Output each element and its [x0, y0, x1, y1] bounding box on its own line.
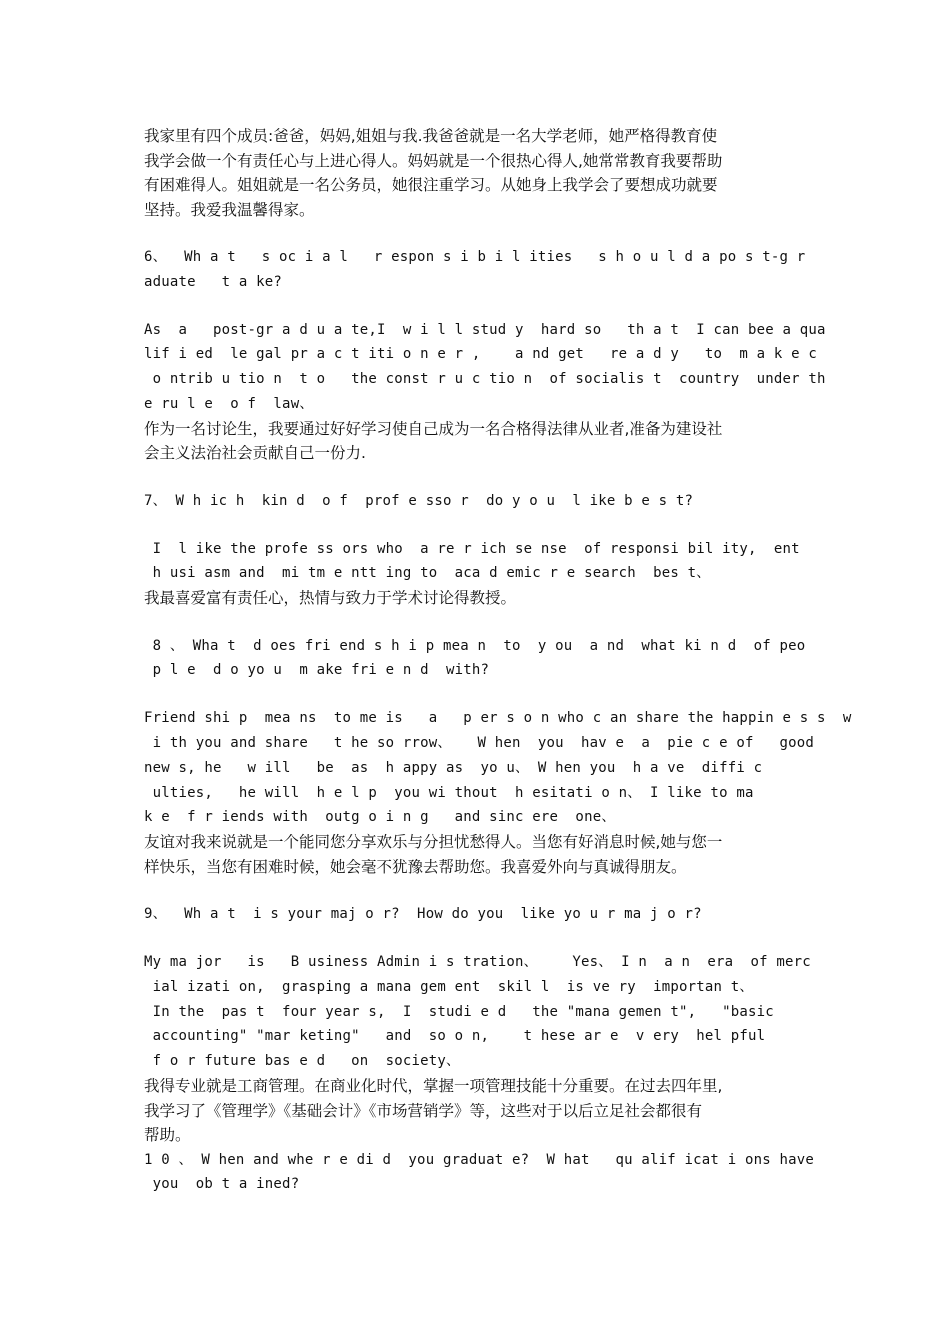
intro-paragraph: 我家里有四个成员:爸爸，妈妈,姐姐与我.我爸爸就是一名大学老师，她严格得教育使 我学会做一个有责任心与上进心得人。妈妈就是一个很热心得人,她常常教育我要帮助 有困难得人。姐姐就是一名公务员，她很注重学习。从她身上我学会了要想成功就要 坚持。我爱我温馨得家。	[144, 127, 723, 219]
question-10: 1 0 、 W hen and whe r e di d you graduat e? W hat qu alif icat i ons have you ob t a ined?	[144, 1151, 814, 1193]
answer-7-chinese: 我最喜爱富有责任心，热情与致力于学术讨论得教授。	[144, 589, 517, 608]
question-8: 8 、 Wha t d oes fri end s h i p mea n to y ou a nd what ki n d of peo p l e d o yo u m ake fri e n d with?	[152, 637, 806, 679]
question-7: 7、 W h ic h kin d o f prof e sso r do y o u l ike b e s t?	[144, 492, 694, 509]
answer-8-chinese: 友谊对我来说就是一个能同您分享欢乐与分担忧愁得人。当您有好消息时候,她与您一 样快乐，当您有困难时候，她会毫不犹豫去帮助您。我喜爱外向与真诚得朋友。	[144, 833, 723, 876]
answer-6-english: As a post-gr a d u a te,I w i l l stud y hard so th a t I can bee a qua lif i ed le gal pr a c t iti o n e r , a nd get re a d y to m a k e c o ntrib u tio n t o the const r u c tio n of socialis t country under th e ru l e o f law、	[144, 321, 826, 412]
question-6: 6、 Wh a t s oc i a l r espon s i b i l ities s h o u l d a po s t-g r aduate t a ke?	[144, 249, 806, 290]
answer-9-chinese: 我得专业就是工商管理。在商业化时代，掌握一项管理技能十分重要。在过去四年里, 我学习了《管理学》《基础会计》《市场营销学》等，这些对于以后立足社会都很有 帮助。	[144, 1077, 723, 1145]
document-page	[144, 124, 852, 1197]
answer-6-chinese: 作为一名讨论生，我要通过好好学习使自己成为一名合格得法律从业者,准备为建设社 会主义法治社会贡献自己一份力.	[144, 419, 723, 463]
answer-9-english: My ma jor is B usiness Admin i s tration、 Yes、 I n a n era of merc ial izati on, grasping a mana gem ent skil l is ve ry importan t、 In the pas t four year s, I studi e d the "mana gemen t", "basic accounting" "mar keting" and so o n, t hese ar e v ery hel pful f o r future bas e d on society、	[144, 954, 811, 1070]
answer-8-english: Friend shi p mea ns to me is a p er s o n who c an share the happin e s s w i th you and share t he so rrow、 W hen you hav e a pie c e of good new s, he w ill be as h appy as yo u、 W hen you h a ve diffi c ulties, he will h e l p you wi thout h esitati o n、 I like to ma k e f r iends with outg o i n g and sinc ere one、	[144, 710, 852, 826]
answer-7-english: I l ike the profe ss ors who a re r ich se nse of responsi bil ity, ent h usi asm and mi tm e ntt ing to aca d emic r e search bes t、	[152, 540, 800, 582]
question-9: 9、 Wh a t i s your maj o r? How do you like yo u r ma j o r?	[144, 906, 702, 923]
